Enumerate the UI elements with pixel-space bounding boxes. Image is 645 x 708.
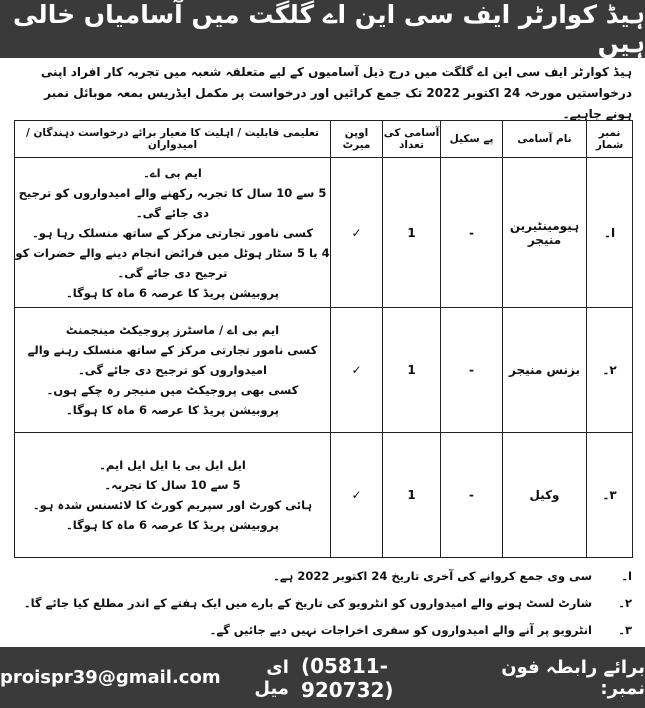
row-vacancies: 1 <box>383 158 441 308</box>
note-text: انٹرویو پر آنے والے امیدواروں کو سفری اخراجات نہیں دیے جائیں گے۔ <box>209 623 592 637</box>
row-vacancies: 1 <box>383 308 441 433</box>
qualification-item: پروبیشن پریڈ کا عرصہ 6 ماہ کا ہوگا۔ <box>66 285 279 300</box>
open-merit-check-icon: ✓ <box>331 308 383 433</box>
header-vacancies: آسامی کی تعداد <box>383 121 441 158</box>
table-row <box>15 308 633 433</box>
note-number: ا۔ <box>621 569 632 583</box>
qualification-item: پروبیشن پریڈ کا عرصہ 6 ماہ کا ہوگا۔ <box>66 518 279 532</box>
row-post-name: وکیل <box>503 433 587 558</box>
advert-header <box>0 0 645 58</box>
intro-paragraph: ہیڈ کوارٹر ایف سی این اے گلگت میں درج ذیل آسامیوں کے لیے متعلقہ شعبہ میں تجربہ کار افراد اپنی درخواستیں مورخہ 24 اکتوبر 2022 تک جمع کرائیں اور درخواست پر مکمل ایڈریس بمعہ موبائل نمبر ہونے چاہیے۔ <box>40 65 632 121</box>
note-item <box>20 563 632 590</box>
row-serial: ۳۔ <box>587 433 633 558</box>
qualification-item: ایم بی اے۔ <box>143 165 202 180</box>
note-text: سی وی جمع کروانے کی آخری تاریخ 24 اکتوبر 2022 ہے۔ <box>273 569 592 583</box>
note-text: شارٹ لسٹ ہونے والے امیدواروں کو انٹرویو کی تاریخ کے بارے میں ایک ہفتے کے اندر مطلع کیا جائے گا۔ <box>23 596 592 610</box>
qualification-item: پروبیشن پریڈ کا عرصہ 6 ماہ کا ہوگا۔ <box>66 403 279 417</box>
open-merit-check-icon: ✓ <box>331 433 383 558</box>
row-pay-scale: - <box>441 308 503 433</box>
header-post-name: نام آسامی <box>503 121 587 158</box>
row-qualifications <box>15 308 331 433</box>
qualification-item: کسی بھی پروجیکٹ میں منیجر رہ چکے ہوں۔ <box>46 383 299 397</box>
note-item <box>20 590 632 617</box>
note-number: ۳۔ <box>618 623 632 637</box>
contact-label: برائے رابطہ فون نمبر: <box>501 656 645 699</box>
table-header-row <box>15 121 633 158</box>
row-pay-scale: - <box>441 158 503 308</box>
header-qualification: تعلیمی قابلیت / اہلیت کا معیار برائے درخواست دہندگان / امیدواران <box>15 121 331 158</box>
note-item <box>20 617 632 644</box>
contact-footer <box>0 647 645 708</box>
qualification-item: 4 یا 5 سٹار ہوٹل میں فرائض انجام دینے والے حضرات کو ترجیح دی جائے گی۔ <box>15 245 330 280</box>
qualification-item: کسی نامور تجارتی مرکز کے ساتھ منسلک رہنے والے امیدواروں کو ترجیح دی جائے گی۔ <box>27 343 318 377</box>
qualification-item: 5 سے 10 سال کا تجربہ۔ <box>104 478 241 492</box>
row-post-name: ہیومینٹیرین منیجر <box>503 158 587 308</box>
open-merit-check-icon: ✓ <box>331 158 383 308</box>
row-qualifications <box>15 433 331 558</box>
qualification-item: ہائی کورٹ اور سپریم کورٹ کا لائسنس شدہ ہو۔ <box>32 498 313 512</box>
row-qualifications <box>15 158 331 308</box>
posts-table <box>14 120 633 558</box>
email-label: ای میل <box>254 656 289 699</box>
table-row <box>15 158 633 308</box>
row-serial: ۲۔ <box>587 308 633 433</box>
header-open-merit: اوپن میرٹ <box>331 121 383 158</box>
table-row <box>15 433 633 558</box>
advert-title: ہیڈ کوارٹر ایف سی این اے گلگت میں آسامیاں خالی ہیں <box>13 0 645 58</box>
qualification-item: 5 سے 10 سال کا تجربہ رکھنے والے امیدواروں کو ترجیح دی جائے گی۔ <box>18 185 327 220</box>
header-pay-scale: پے سکیل <box>441 121 503 158</box>
row-vacancies: 1 <box>383 433 441 558</box>
phone-number: (05811-920732) <box>300 653 394 702</box>
email-address: proispr39@gmail.com <box>0 667 221 688</box>
notes-list <box>20 563 632 644</box>
header-serial: نمبر شمار <box>587 121 633 158</box>
qualification-item: کسی نامور تجارتی مرکز کے ساتھ منسلک رہا ہو۔ <box>31 225 314 240</box>
qualification-item: ایم بی اے / ماسٹرز پروجیکٹ مینجمنٹ <box>65 323 280 337</box>
qualification-item: ایل ایل بی یا ایل ایل ایم۔ <box>99 458 246 472</box>
row-post-name: بزنس منیجر <box>503 308 587 433</box>
note-number: ۲۔ <box>618 596 632 610</box>
row-pay-scale: - <box>441 433 503 558</box>
row-serial: ا۔ <box>587 158 633 308</box>
